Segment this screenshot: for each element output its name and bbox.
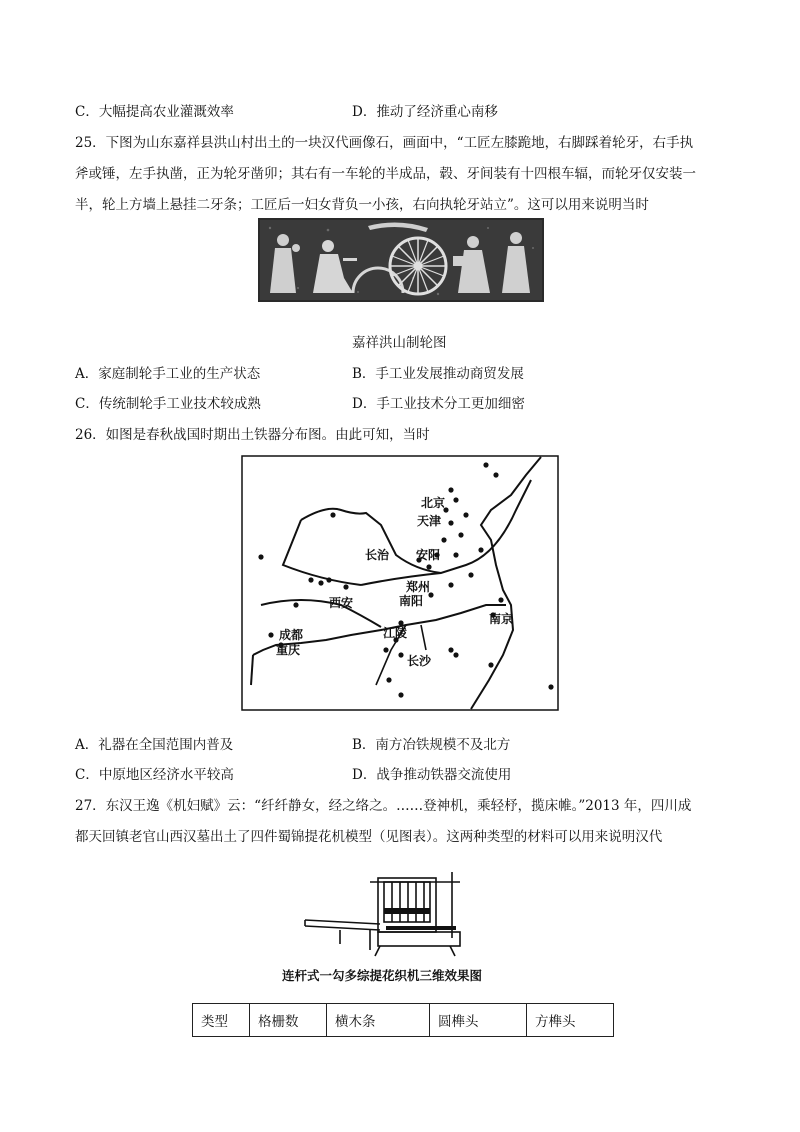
iron-distribution-map <box>241 455 559 711</box>
q25-option-a: A．家庭制轮手工业的生产状态 <box>75 366 261 382</box>
q26-stem: 26．如图是春秋战国时期出土铁器分布图。由此可知，当时 <box>75 427 430 443</box>
stone-relief-image <box>258 218 544 302</box>
q27-stem-line1: 27．东汉王逸《机妇赋》云：“纤纤静女，经之络之。……登神机，乘轻杼，揽床帷。”2013 年，四川成 <box>75 798 692 814</box>
map-label-anyang: 安阳 <box>416 548 441 562</box>
table-row <box>193 1004 614 1037</box>
map-label-chongqing: 重庆 <box>276 643 301 657</box>
q26-option-c: C．中原地区经济水平较高 <box>75 767 234 783</box>
loom-data-table <box>192 1003 614 1037</box>
q25-stem-line2: 斧或锤，左手执凿，正为轮牙凿卯；其右有一车轮的半成品，毂、牙间装有十四根车辐，而轮牙仅安装一 <box>75 166 696 182</box>
table-header-cell: 横木条 <box>327 1004 430 1037</box>
q25-stem-line1: 25．下图为山东嘉祥县洪山村出土的一块汉代画像石，画面中，“工匠左膝跪地，右脚踩着轮牙，右手执 <box>75 135 694 151</box>
table-header-cell: 方榫头 <box>527 1004 614 1037</box>
q25-stem-line3: 半，轮上方墙上悬挂二牙条；工匠后一妇女背负一小孩，右向执轮牙站立”。这可以用来说明当时 <box>75 197 649 213</box>
q25-option-b: B．手工业发展推动商贸发展 <box>352 366 524 382</box>
map-label-nanyang: 南阳 <box>399 594 424 608</box>
q26-option-b: B．南方冶铁规模不及北方 <box>352 737 511 753</box>
q26-option-a: A．礼器在全国范围内普及 <box>75 737 234 753</box>
map-label-xian: 西安 <box>329 596 354 610</box>
map-label-changsha: 长沙 <box>407 654 432 668</box>
q25-figure-caption: 嘉祥洪山制轮图 <box>352 335 447 351</box>
loom-3d-image <box>300 868 470 958</box>
map-label-beijing: 北京 <box>421 496 446 510</box>
q25-option-d: D．手工业技术分工更加细密 <box>352 396 525 412</box>
table-header-cell: 圆榫头 <box>430 1004 527 1037</box>
q26-option-d: D．战争推动铁器交流使用 <box>352 767 512 783</box>
q27-figure-caption: 连杆式一勾多综提花织机三维效果图 <box>282 968 483 983</box>
map-label-zhengzhou: 郑州 <box>406 580 431 594</box>
map-label-nanjing: 南京 <box>489 612 514 626</box>
map-label-changzhi: 长治 <box>365 548 390 562</box>
q24-option-d: D．推动了经济重心南移 <box>352 104 498 120</box>
map-label-tianjin: 天津 <box>417 514 442 528</box>
q24-option-c: C．大幅提高农业灌溉效率 <box>75 104 234 120</box>
map-label-jiangling: 江陵 <box>383 626 408 640</box>
map-label-chengdu: 成都 <box>279 628 304 642</box>
q27-stem-line2: 都天回镇老官山西汉墓出土了四件蜀锦提花机模型（见图表）。这两种类型的材料可以用来说明汉代 <box>75 829 663 845</box>
table-header-cell: 格栅数 <box>250 1004 327 1037</box>
q25-option-c: C．传统制轮手工业技术较成熟 <box>75 396 261 412</box>
table-header-cell: 类型 <box>193 1004 250 1037</box>
